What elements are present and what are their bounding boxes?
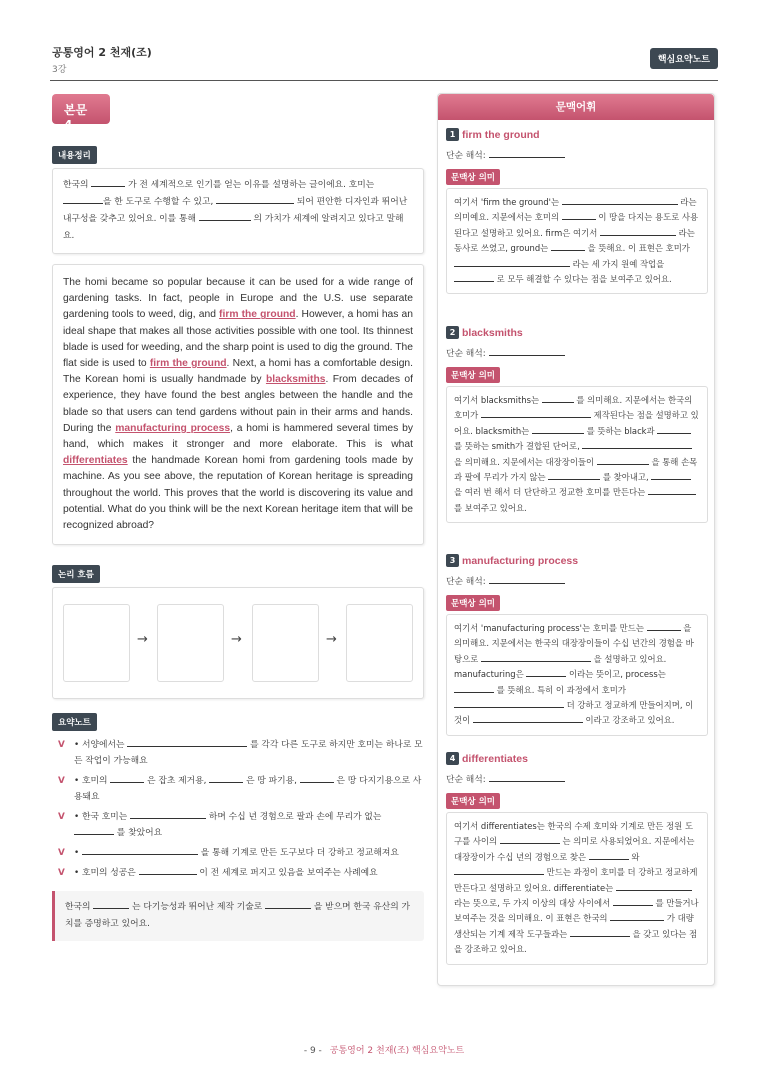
note-text: • 호미의 성공은	[74, 868, 136, 879]
blank	[526, 676, 566, 677]
note-text: • 호미의	[74, 776, 108, 787]
vocab-number: 2	[446, 326, 459, 339]
header-divider	[50, 80, 718, 81]
passage-text: . Next, a homi has a comfortable design. The Korean homi is usually handmade by	[63, 358, 414, 386]
vocab-word: firm the ground	[462, 128, 540, 141]
context-text: 을 여러 번 해서 더 단단하고 정교한 호미를 만든다는	[454, 487, 646, 498]
context-text: 여기서 differentiates는 한국의 수제 호미와 기계로 만든 정원 도구를 사이의	[454, 821, 693, 847]
context-box	[446, 614, 708, 736]
keyword-firm-the-ground: firm the ground	[219, 309, 296, 321]
context-text: 를 뜻하는 black과	[586, 425, 655, 436]
summary-text: 을 한 도구로 수행할 수 있고,	[103, 197, 214, 207]
vocab-item-1	[446, 128, 708, 294]
blank	[647, 630, 681, 631]
blank	[91, 186, 125, 187]
check-icon: V	[58, 812, 65, 823]
context-text: 와	[631, 851, 640, 862]
blank	[489, 781, 565, 782]
context-text: 를 만들거나 보여주는 것을 의미해요. 이 표현은 한국의	[454, 898, 699, 924]
arrow-icon: →	[326, 632, 337, 648]
context-tag: 문맥상 의미	[446, 367, 500, 383]
summary-text: 한국의	[63, 180, 89, 190]
keyword-manufacturing-process: manufacturing process	[115, 422, 231, 434]
conclusion-text: 을 받으며 한국 유산의 가치를 증명하고 있어요.	[65, 902, 411, 930]
context-text: 을 의미해요. 지문에서는 대장장이들이	[454, 456, 595, 467]
check-icon: V	[58, 848, 65, 859]
blank	[265, 908, 311, 909]
blank	[570, 936, 630, 937]
passage-text: . From decades of experience, they have found the best angles between the handle and the blade so that users can tend gardens without pain in their arms and hands. During the	[63, 374, 413, 434]
context-text: 여기서 'firm the ground'는	[454, 197, 560, 207]
summary-notes	[52, 737, 424, 881]
blank	[610, 920, 664, 921]
context-text: 이 땅을 다지는 용도로 사용된다고 설명하고 있어요. firm은 여기서	[454, 212, 699, 238]
blank	[600, 235, 676, 236]
page-footer	[0, 1043, 768, 1056]
simple-translation	[446, 346, 708, 359]
context-text: 만드는 과정이 호미를 더 강하고 정교하게 만든다고 설명하고 있어요. differentiate는	[454, 867, 698, 893]
summary-box	[52, 168, 424, 254]
passage-box	[52, 264, 424, 545]
blank	[613, 905, 653, 906]
note-text: 를 각각 다른 도구로 하지만 호미는 하나로 모든 작업이 가능해요	[74, 740, 423, 767]
context-text: 로 모두 해결할 수 있다는 점을 보여주고 있어요.	[496, 274, 672, 285]
conclusion-text: 한국의	[65, 902, 91, 913]
flow-tag: 논리 흐름	[52, 565, 100, 583]
vocab-word: blacksmiths	[462, 326, 523, 339]
blank	[481, 417, 591, 418]
left-column	[52, 94, 424, 941]
summary-text: 가 전 세계적으로 인기를 얻는 이유를 설명하는 글이에요. 호미는	[128, 180, 375, 190]
blank	[542, 402, 574, 403]
blank	[589, 859, 629, 860]
vocab-word: differentiates	[462, 752, 528, 765]
passage-text: . However, a homi has an ideal shape that makes all those activities possible with one tool. Its thinnest blade is used for weeding, and the sharp point is used to dig the ground. The flat side is used to	[63, 309, 413, 370]
page-number: - 9 -	[303, 1046, 322, 1056]
arrow-icon: →	[231, 632, 242, 648]
check-icon: V	[58, 776, 65, 787]
context-text: 을 의미해요. 지문에서는 한국의 대장장이들이 수십 년간의 경험을 바탕으로	[454, 623, 694, 664]
blank	[93, 908, 129, 909]
note-text: 를 찾았어요	[116, 828, 163, 839]
note-text: 은 잡초 제거용,	[147, 776, 207, 787]
vocab-number: 3	[446, 554, 459, 567]
note-item	[52, 809, 424, 841]
blank	[454, 874, 544, 875]
notes-tag: 요약노트	[52, 713, 97, 731]
note-text: •	[74, 848, 80, 859]
keyword-firm-the-ground: firm the ground	[149, 358, 227, 370]
blank	[657, 433, 691, 434]
context-text: 라는 세 가지 원예 작업을	[572, 258, 665, 269]
blank	[473, 722, 583, 723]
note-text: 은 땅 다지기용으로 사용돼요	[74, 776, 422, 803]
vocab-panel-title: 문맥어휘	[438, 94, 714, 120]
context-text: 가 대량 생산되는 기계 제작 도구들과는	[454, 913, 694, 939]
keyword-differentiates: differentiates	[63, 455, 128, 467]
context-text: 여기서 blacksmiths는	[454, 395, 540, 405]
context-text: 라는 동사로 쓰였고, ground는	[454, 227, 695, 254]
blank	[454, 692, 494, 693]
context-tag: 문맥상 의미	[446, 793, 500, 809]
context-text: 를 의미해요. 지문에서는 한국의 호미가	[454, 395, 693, 421]
simple-translation	[446, 772, 708, 785]
blank	[209, 782, 243, 783]
vocab-item-4	[446, 752, 708, 965]
section-title: 본문 4	[52, 94, 110, 124]
simple-label: 단순 해석:	[446, 775, 486, 785]
context-text: 이라고 강조하고 있어요.	[585, 715, 675, 726]
note-text: 을 통해 기계로 만든 도구보다 더 강하고 정교해져요	[200, 848, 399, 859]
blank	[454, 266, 570, 267]
note-text: 은 땅 파기용,	[246, 776, 297, 787]
context-text: 는 의미로 사용되었어요. 지문에서는 대장장이가 수십 년의 경험으로 찾은	[454, 836, 695, 862]
vocab-item-3	[446, 554, 708, 736]
summary-text: 되어 편안한 디자인과 뛰어난 내구성을 갖추고 있어요. 이를 통해	[63, 197, 408, 224]
note-item	[52, 737, 424, 769]
context-text: 을 설명하고 있어요. manufacturing은	[454, 653, 667, 680]
check-icon: V	[58, 740, 65, 751]
blank	[548, 479, 600, 480]
context-text: 제작된다는 점을 설명하고 있어요. blacksmith는	[454, 410, 699, 436]
context-box	[446, 188, 708, 294]
blank	[63, 203, 103, 204]
blank	[582, 448, 692, 449]
summary-text: 의 가치가 세계에 알려지고 있다고 말해요.	[63, 214, 404, 241]
simple-label: 단순 해석:	[446, 151, 486, 161]
context-box	[446, 812, 708, 965]
context-text: 를 뜻해요. 특히 이 과정에서 호미가	[496, 684, 626, 695]
blank	[74, 834, 114, 835]
note-text: • 한국 호미는	[74, 812, 128, 823]
flow-card	[63, 604, 130, 682]
context-tag: 문맥상 의미	[446, 595, 500, 611]
context-text: 를 보여주고 있어요.	[454, 502, 527, 513]
context-text: 여기서 'manufacturing process'는 호미를 만드는	[454, 623, 644, 633]
blank	[300, 782, 334, 783]
document-title: 공통영어 2 천재(조)	[52, 46, 152, 59]
blank	[454, 707, 564, 708]
blank	[489, 157, 565, 158]
passage-text: The homi became so popular because it can be used for a wide range of gardening tasks. In fact, people in Europe and the U.S. use separate gardening tools to weed, dig, and	[63, 277, 413, 321]
flow-box	[52, 587, 424, 699]
blank	[82, 854, 198, 855]
vocab-number: 1	[446, 128, 459, 141]
blank	[648, 494, 696, 495]
flow-card	[252, 604, 319, 682]
simple-label: 단순 해석:	[446, 577, 486, 587]
note-item	[52, 865, 424, 881]
passage-text: , a homi is hammered several times by hand, which makes it stronger and more elaborate. This is what	[63, 422, 413, 451]
blank	[597, 464, 649, 465]
blank	[532, 433, 584, 434]
blank	[127, 746, 247, 747]
context-tag: 문맥상 의미	[446, 169, 500, 185]
vocab-panel	[437, 93, 715, 986]
blank	[139, 874, 197, 875]
context-text: 이라는 뜻이고, process는	[569, 669, 666, 680]
note-text: 이 전 세계로 퍼지고 있음을 보여주는 사례예요	[199, 868, 378, 879]
context-text: 라는 의미예요. 지문에서는 호미의	[454, 197, 697, 223]
context-box	[446, 386, 708, 523]
context-text: 더 강하고 정교하게 만들어지며, 이것이	[454, 700, 694, 726]
blank	[454, 281, 494, 282]
blank	[489, 583, 565, 584]
vocab-word: manufacturing process	[462, 554, 579, 567]
vocab-number: 4	[446, 752, 459, 765]
summary-tag: 내용정리	[52, 146, 97, 164]
context-text: 을 통해 손목과 팔에 무리가 가지 않는	[454, 456, 698, 483]
simple-translation	[446, 148, 708, 161]
blank	[562, 204, 678, 205]
context-text: 를 찾아내고,	[602, 472, 649, 483]
blank	[199, 220, 251, 221]
context-text: 를 뜻하는 smith가 결합된 단어로,	[454, 441, 580, 452]
blank	[651, 479, 691, 480]
check-icon: V	[58, 868, 65, 879]
context-text: 을 뜻해요. 이 표현은 호미가	[587, 243, 690, 254]
context-text: 을 갖고 있다는 점을 강조하고 있어요.	[454, 928, 698, 955]
flow-card	[157, 604, 224, 682]
note-text: 하며 수십 년 경험으로 팔과 손에 무리가 없는	[208, 812, 382, 823]
keyword-blacksmiths: blacksmiths	[265, 374, 326, 386]
conclusion-text: 는 다기능성과 뛰어난 제작 기술로	[132, 902, 263, 913]
blank	[551, 250, 585, 251]
blank	[110, 782, 144, 783]
blank	[130, 818, 206, 819]
conclusion-box	[52, 891, 424, 941]
flow-card	[346, 604, 413, 682]
note-item	[52, 773, 424, 805]
blank	[562, 219, 596, 220]
blank	[500, 843, 560, 844]
arrow-icon: →	[137, 632, 148, 648]
lesson-label: 3강	[52, 65, 67, 75]
simple-translation	[446, 574, 708, 587]
vocab-item-2	[446, 326, 708, 523]
blank	[616, 890, 692, 891]
blank	[481, 661, 591, 662]
note-badge: 핵심요약노트	[650, 48, 718, 69]
footer-title: 공통영어 2 천재(조) 핵심요약노트	[329, 1046, 465, 1056]
note-item	[52, 845, 424, 861]
blank	[489, 355, 565, 356]
note-text: • 서양에서는	[74, 740, 125, 751]
passage-text: the handmade Korean homi from gardening tools made by machine. As you see above, the reputation of Korean heritage is spreading throughout the world. This proves that the world is discovering its value and potential. What do you think will be the next Korean heritage item that will be recognized abroad?	[63, 455, 413, 532]
blank	[216, 203, 294, 204]
simple-label: 단순 해석:	[446, 349, 486, 359]
context-text: 라는 뜻으로, 두 가지 이상의 대상 사이에서	[454, 898, 611, 909]
